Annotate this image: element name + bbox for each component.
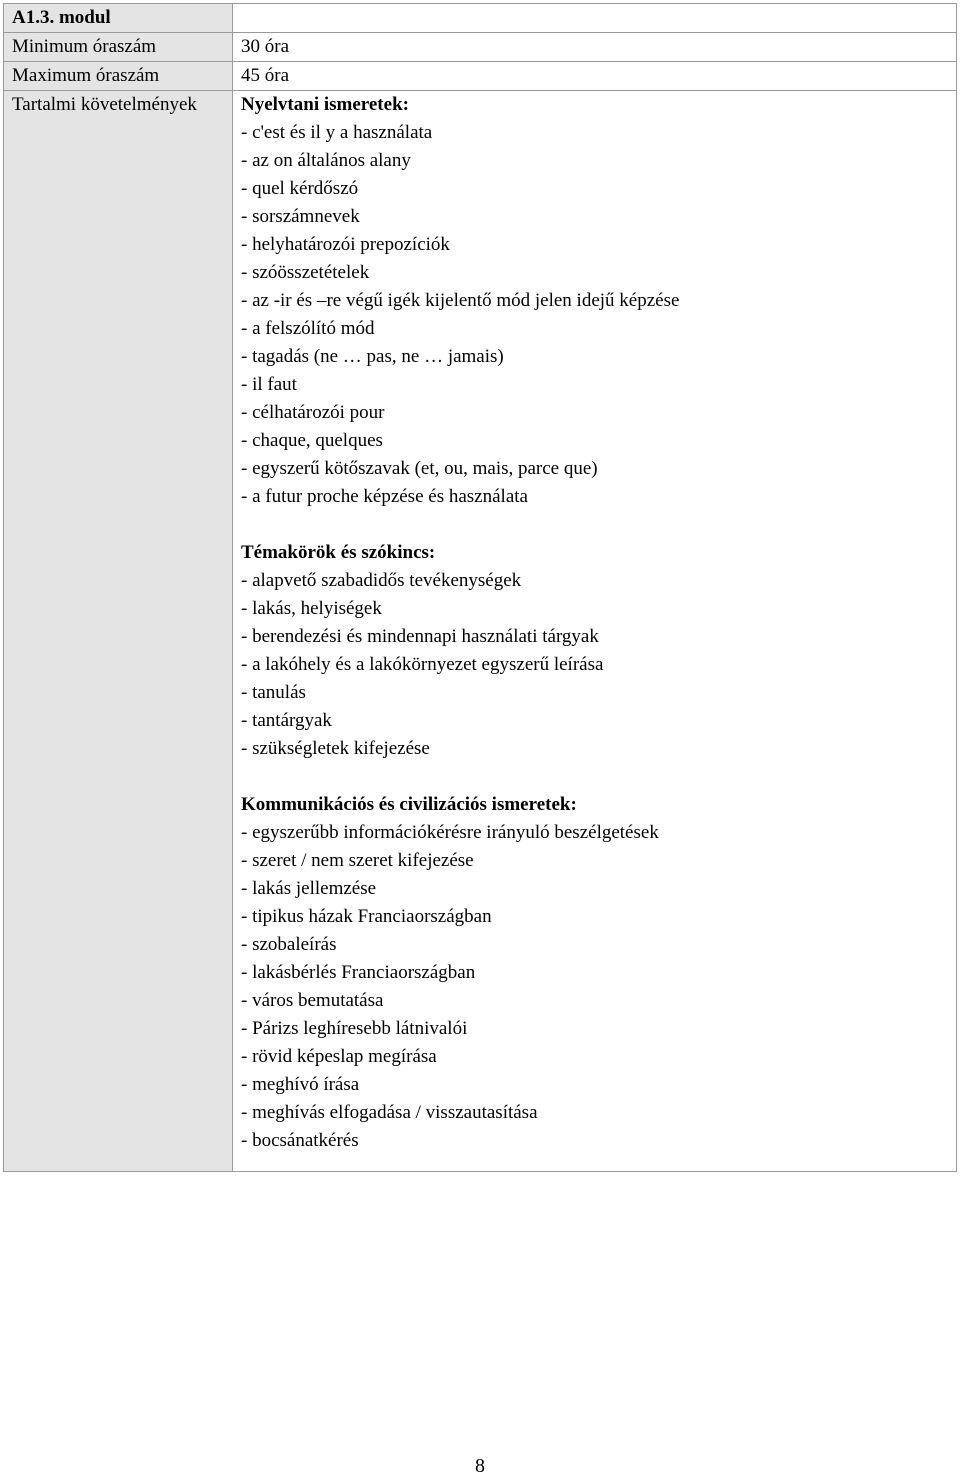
list-item: - alapvető szabadidős tevékenységek [241,570,522,591]
list-item: - város bemutatása [241,990,384,1011]
list-item: - szobaleírás [241,934,337,955]
list-item: - szóösszetételek [241,262,370,283]
max-hours-label: Maximum óraszám [4,62,233,91]
section-heading: Témakörök és szókincs: [241,542,436,563]
list-item: - célhatározói pour [241,402,385,423]
list-item: - a lakóhely és a lakókörnyezet egyszerű leírása [241,654,604,675]
list-item: - tipikus házak Franciaországban [241,906,492,927]
section-0 [241,91,956,511]
list-item: - szükségletek kifejezése [241,738,430,759]
module-title-cell [4,4,233,33]
list-item: - lakás, helyiségek [241,598,382,619]
list-item: - meghívó írása [241,1074,360,1095]
list-item: - tanulás [241,682,306,703]
list-item: - c'est és il y a használata [241,122,433,143]
section-2 [241,791,956,1155]
list-item: - rövid képeslap megírása [241,1046,437,1067]
list-item: - egyszerűbb információkérésre irányuló beszélgetések [241,822,659,843]
section-item-list [241,567,956,763]
list-item: - az on általános alany [241,150,411,171]
list-item: - lakásbérlés Franciaországban [241,962,476,983]
section-1 [241,539,956,763]
max-hours-value: 45 óra [233,62,957,91]
min-hours-value: 30 óra [233,33,957,62]
list-item: - a felszólító mód [241,318,375,339]
list-item: - meghívás elfogadása / visszautasítása [241,1102,538,1123]
list-item: - il faut [241,374,297,395]
section-heading: Nyelvtani ismeretek: [241,94,409,115]
list-item: - tagadás (ne … pas, ne … jamais) [241,346,504,367]
section-item-list [241,119,956,511]
list-item: - a futur proche képzése és használata [241,486,528,507]
min-hours-row [4,33,957,62]
section-item-list [241,819,956,1155]
module-title: A1.3. modul [12,7,111,28]
list-item: - szeret / nem szeret kifejezése [241,850,474,871]
content-requirements-label: Tartalmi követelmények [4,91,233,1172]
list-item: - chaque, quelques [241,430,383,451]
content-requirements-row [4,91,957,1172]
content-requirements-cell [233,91,957,1172]
list-item: - az -ir és –re végű igék kijelentő mód jelen idejű képzése [241,290,680,311]
list-item: - lakás jellemzése [241,878,377,899]
list-item: - Párizs leghíresebb látnivalói [241,1018,468,1039]
module-table [3,3,957,1172]
list-item: - quel kérdőszó [241,178,359,199]
list-item: - sorszámnevek [241,206,360,227]
module-title-row [4,4,957,33]
list-item: - helyhatározói prepozíciók [241,234,450,255]
list-item: - bocsánatkérés [241,1130,359,1151]
list-item: - tantárgyak [241,710,332,731]
min-hours-label: Minimum óraszám [4,33,233,62]
list-item: - egyszerű kötőszavak (et, ou, mais, parce que) [241,458,598,479]
module-title-value-cell [233,4,957,33]
list-item: - berendezési és mindennapi használati tárgyak [241,626,599,647]
max-hours-row [4,62,957,91]
section-heading: Kommunikációs és civilizációs ismeretek: [241,794,577,815]
page-number: 8 [475,1455,485,1477]
